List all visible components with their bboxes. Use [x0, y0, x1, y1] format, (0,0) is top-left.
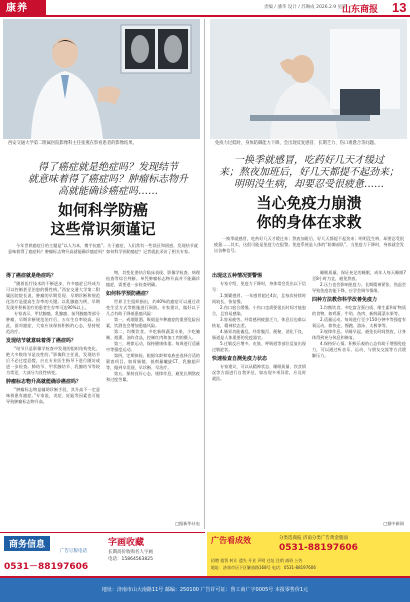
body-paragraph: 第一，戒烟限酒。吸烟是多种癌症的重要危险因素，饮酒也会增加患癌风险。	[106, 317, 200, 328]
body-paragraph: 专家建议，可以从精神状态、睡眠质量、饮食情况等方面进行自我评估，如出现多项异常，应及时就医。	[212, 364, 306, 381]
left-headline	[8, 201, 198, 239]
ad-title: 商务信息	[4, 536, 50, 551]
body-paragraph: 物，其变化要结合临床表现、影像学检查、病理检查等综合判断。单凭肿瘤标志物升高并不能确诊癌症，需要进一步检查明确。	[106, 270, 200, 287]
left-byline: □据新华社电	[175, 521, 200, 526]
body-paragraph: “结节只是影像学检查中发现的组织结构变化，绝大多数结节是良性的。”影像科主任说，发现结节后不必过度恐慌，应在专业医生指导下进行随访或进一步检查。肺结节、甲状腺结节、乳腺结节等较为常见，大部分为良性病变。	[6, 346, 100, 375]
ad-line: 地址：济南市历下区解放路168号 电话：0531-88197606	[211, 565, 316, 570]
right-headline-line: 当心免疫力崩溃	[256, 194, 362, 212]
ad-title: 广告看成效	[211, 536, 251, 545]
paper-name: 山东商报	[342, 5, 379, 15]
right-headline-line: 你的身体在求救	[256, 213, 362, 231]
right-photo-caption: 免疫力过低时，身体防御能力下降，会出现反复感冒、长期乏力、伤口难愈合等问题。	[215, 141, 379, 146]
body-paragraph: “肿瘤标志物是辅助诊断手段，其升高不一定意味着患有癌症。”专家说，炎症、妊娠等因素也可能导致肿瘤标志物升高。	[6, 387, 100, 404]
ad-phone: 0531-88197606	[279, 543, 358, 553]
body-paragraph: 睡眠质量。保证充足的睡眠，成年人每天睡眠7至8小时为宜，避免熬夜。	[312, 270, 406, 281]
body-paragraph: 1.频繁感冒。一年感冒超过4次，且每次持续时间较长，恢复慢。	[212, 293, 306, 304]
ad-desc: 分类选商报 济南分类广告黄金版面	[279, 536, 348, 541]
page-number: 13	[392, 0, 407, 15]
body-paragraph: 3.容易疲劳。经常感到疲惫乏力，休息后也难以恢复，精神状态差。	[212, 317, 306, 328]
body-paragraph: 2.压力也会影响免疫力。长期精神紧张、焦虑会导致免疫功能下降，应学会调节情绪。	[312, 282, 406, 293]
left-headline-line: 如何科学防癌	[57, 201, 148, 219]
left-headline-line: 这些常识须谨记	[50, 220, 156, 238]
ad-collect-line: 电话：15864563825	[108, 557, 153, 562]
body-paragraph: 1.均衡饮食。多吃富含蛋白质、维生素和矿物质的食物，如鸡蛋、牛奶、鱼肉、新鲜蔬菜水果等。	[312, 305, 406, 316]
body-paragraph: 3.规律作息。早睡早起，避免长时间熬夜，让身体得到充分休息和修复。	[312, 329, 406, 340]
page-header	[0, 0, 410, 17]
left-kicker-line: 就意味着得了癌症吗？肿瘤标志物升	[28, 174, 188, 185]
body-paragraph: 专家表示，甲状腺癌、乳腺癌、前列腺癌等部分肿瘤，早期诊断规范治疗后，五年生存率较高。因此，面对癌症，大家应该保持积极的心态，坚持规范治疗。	[6, 311, 100, 334]
section-subhead: 发现结节就意味着得了癌症吗？	[6, 338, 77, 344]
right-headline	[214, 194, 404, 232]
body-paragraph: 世界卫生组织指出，约40%的癌症可以通过改变生活方式等措施进行预防。专家建议，做好以下几点有助于降低患癌风险：	[106, 299, 200, 316]
right-byline: □据中新网	[383, 521, 404, 526]
body-paragraph: 第二，均衡饮食。多吃新鲜蔬菜水果，少吃腌制、烟熏、油炸食品，控制红肉和加工肉的摄入。	[106, 329, 200, 340]
section-tag: 康养	[0, 0, 46, 17]
body-paragraph: 4.保持好心情。积极乐观的心态有助于增强免疫力，可以通过听音乐、运动、与朋友交流等方式缓解压力。	[312, 341, 406, 358]
ad-phone: 0531－88197606	[4, 562, 89, 572]
left-column-2	[106, 270, 200, 528]
tired-man-photo	[210, 19, 407, 139]
section-subhead: 快速检查自测免疫力状态	[212, 356, 268, 362]
page-footer: 地址：济南市山大南路11号 邮编：250100 广告许可证：鲁工商广字0005号 本报零售价1元	[0, 578, 410, 602]
left-kicker-line: 高就能确诊癌症吗……	[58, 186, 158, 197]
section-subhead: 肿瘤标志物升高就能确诊癌症吗？	[6, 379, 82, 385]
classified-ad-left	[0, 532, 205, 576]
header-meta: 责编 / 潘华 设计 / 苏琳成 2026.2.9 星期一	[264, 5, 352, 10]
section-subhead: 得了癌症就是绝症吗？	[6, 273, 57, 279]
left-kicker-line: 得了癌症就是绝症吗？发现结节	[38, 162, 178, 173]
right-kicker-line: 一换季就感冒，吃药好几天才缓过	[234, 155, 384, 166]
right-kicker-line: 明明没生病，却要忍受很疲惫……	[234, 179, 384, 190]
section-subhead: 出现这五种情况要警惕	[212, 273, 263, 279]
column-divider	[204, 19, 205, 529]
body-paragraph: 第三，规律运动，保持健康体重。每周进行适量中等强度运动。	[106, 341, 200, 352]
body-paragraph: 专家介绍，免疫力下降时，身体常会发出以下信号：	[212, 281, 306, 292]
ad-subtitle: 广告订版电话	[60, 549, 87, 554]
body-paragraph: 第四，定期体检。根据年龄和家族史选择合适的筛查项目，如胃肠镜、低剂量螺旋CT、乳腺超声等，做到早发现、早诊断、早治疗。	[106, 353, 200, 370]
classified-ad-right	[207, 532, 410, 576]
body-paragraph: 2.适量运动。每周进行至少150分钟中等强度有氧运动，如快走、慢跑、游泳、太极拳等。	[312, 317, 406, 328]
ad-collect-title: 字画收藏	[108, 538, 145, 548]
section-subhead: 四种方法教你科学改善免疫力	[312, 297, 378, 303]
right-kicker	[214, 155, 404, 191]
left-photo-caption: 西安交通大学第二附属医院影像科主任张燕在察看患者的影像结果。	[8, 141, 137, 146]
doctor-photo	[3, 19, 200, 139]
body-paragraph: 5.过敏反应增多。皮肤、呼吸道等部位反复出现过敏症状。	[212, 341, 306, 352]
left-kicker	[18, 162, 198, 198]
body-paragraph: 第五，保持良好心态，规律作息，避免长期熬夜和过度劳累。	[106, 371, 200, 382]
right-intro: 一换季就感冒，吃药好几天才缓过来；熬夜加班后，好几天都提不起劲来；明明没生病，却要忍受很疲惫……其实，这很可能是免疫力在报警。免疫系统是人体的“防御部队”，当免疫力下降时，身体就会发出各种信号。	[214, 236, 404, 253]
ad-collect-line: 长期高价收购名人字画	[108, 550, 153, 555]
ad-line: 招聘 租赁 转让 遗失 开业 声明 迁址 注销 减资 公告	[211, 558, 303, 563]
right-kicker-line: 来；熬夜加班后，好几天都提不起劲来；	[219, 167, 399, 178]
left-column-1	[6, 270, 100, 528]
right-column-1	[212, 270, 306, 528]
body-paragraph: 4.肠胃功能紊乱。经常腹泻、便秘、消化不良，肠道是人体重要的免疫器官。	[212, 329, 306, 340]
body-paragraph: 2.伤口愈合缓慢。小伤口也需要很长时间才能愈合，且容易感染。	[212, 305, 306, 316]
section-subhead: 如何科学预防癌症？	[106, 291, 152, 297]
body-paragraph: “随着医疗技术的不断进步，许多癌症已经成为可以控制甚至治愈的慢性病。”西安交通大学第二附属医院院长说，肿瘤的早期发现、早期诊断和规范化治疗是提高生存率的关键。以乳腺癌为例，早期发现并积极治疗的患者生存率可达90%以上。	[6, 281, 100, 310]
right-column-2	[312, 270, 406, 528]
left-intro: 今年世界癌症日的主题是“以人为本，携手抗癌”。关于癌症，人们常有一些误区和困惑，发现结节就意味着得了癌症吗？肿瘤标志物升高就能确诊癌症吗？如何科学预防癌症？记者就此采访了相关专家。	[8, 243, 198, 254]
